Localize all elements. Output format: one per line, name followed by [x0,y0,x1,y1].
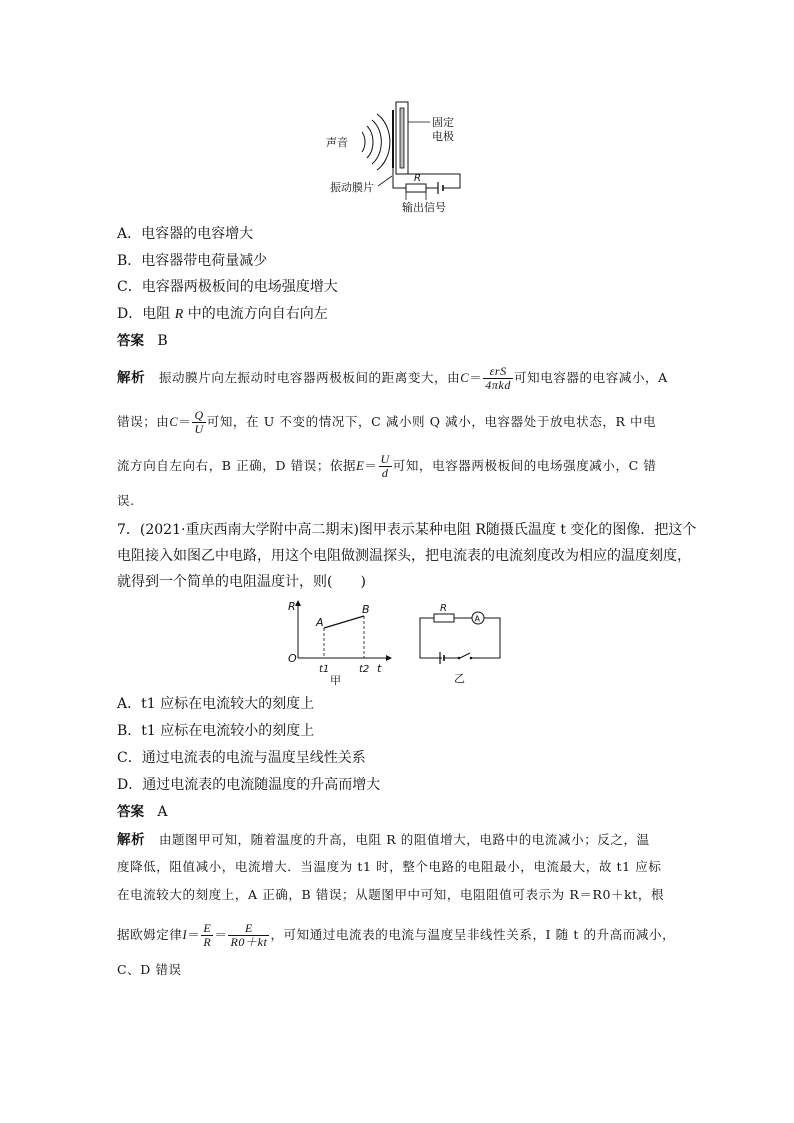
q6-answer [117,331,168,351]
frac-num: Q [194,408,204,422]
q6-answer-value: B [157,333,168,349]
q6-analysis-text-3a: 流方向自左向右，B 正确，D 错误；依据 [117,458,357,473]
output-signal-label: 输出信号 [402,201,446,214]
q6-eq-c-1: C [460,371,470,385]
q6-analysis-line-2 [117,409,656,436]
origin-label: O [288,652,297,665]
q6-capacitance-fraction [483,365,513,392]
q7-analysis-line-5: C、D 错误 [117,962,182,977]
circuit-caption: 乙 [454,672,465,685]
q6-eq-sign-3: ＝ [364,458,378,473]
q6-option-d [117,304,328,325]
sound-label: 声音 [326,136,348,149]
frac-den: 4πkd [485,378,512,392]
q7-answer-label: 答案 [117,804,144,820]
q7-stem-line-3: 就得到一个简单的电阻温度计，则( ) [117,574,366,590]
q6-analysis-label: 解析 [117,370,146,386]
q7-analysis-text-4a: 据欧姆定律 [117,927,183,942]
q6-eq-c-2: C [169,415,179,429]
frac-num: U [380,452,390,466]
q7-eq-sign-1: ＝ [187,927,201,942]
q6-analysis-line-3 [117,453,656,480]
graph-caption: 甲 [330,674,341,687]
q7-analysis-line-4 [117,922,675,949]
q7-option-d: D．通过电流表的电流随温度的升高而增大 [117,777,381,793]
q7-er-fraction [201,922,213,949]
q7-eq-i: I [182,928,188,942]
q6-option-d-var: R [174,307,184,322]
tick-t1-label: t1 [319,664,330,675]
q7-analysis-label: 解析 [117,832,146,848]
q7-analysis-text-4b: ，可知通过电流表的电流与温度呈非线性关系，I 随 t 的升高而减小， [270,927,676,942]
resistor-label: R [414,173,421,184]
q6-analysis-text-3b: 可知，电容器两极板间的电场强度减小，C 错 [392,458,657,473]
q7-analysis-line-3: 在电流较大的刻度上，A 正确，B 错误；从题图甲中可知，电阻阻值可表示为 R＝R0＋kt，根 [117,887,665,902]
frac-num: εrS [483,365,513,379]
q7-stem-line-2: 电阻接入如图乙中电路，用这个电阻做测温探头，把电流表的电流刻度改为相应的温度刻度， [117,548,691,564]
frac-num: E [203,921,212,935]
q6-analysis-text-1a: 振动膜片向左振动时电容器两极板间的距离变大，由 [158,370,461,385]
q6-analysis-line-4: 误. [117,493,135,508]
q7-option-a: A．t1 应标在电流较大的刻度上 [117,696,315,712]
q6-option-d-pre: D．电阻 [117,306,175,322]
axis-t-label: t [377,662,382,675]
point-b-label: B [362,603,370,616]
fixed-electrode-label-1: 固定 [432,116,454,129]
q7-eq-sign-2: ＝ [214,927,228,942]
q7-stem-line-1: 7．(2021·重庆西南大学附中高二期末)图甲表示某种电阻 R随摄氏温度 t 变化的图像．把这个 [117,522,697,538]
q6-ud-fraction [379,453,392,480]
tick-t2-label: t2 [359,664,370,675]
q6-analysis-text-2a: 错误；由 [117,414,170,429]
frac-den: U [194,422,204,436]
thermistor [434,614,454,622]
ammeter-label: A [474,614,480,624]
q6-eq-sign-1: ＝ [469,370,483,385]
q7-option-b: B．t1 应标在电流较小的刻度上 [117,723,315,739]
frac-den: R [203,935,212,949]
circuit-diagram [414,600,506,688]
q6-option-d-post: 中的电流方向自右向左 [183,306,328,322]
circuit-resistor-label: R [440,603,447,614]
q6-eq-sign-2: ＝ [178,414,192,429]
fixed-electrode-label-2: 电极 [432,130,454,143]
q7-analysis-text-1: 由题图甲可知，随着温度的升高，电阻 R 的阻值增大，电路中的电流减小；反之，温 [158,832,650,847]
q7-analysis-line-2: 度降低，阻值减小，电流增大．当温度为 t1 时，整个电路的电阻最小，电流最大，故 t1 应标 [117,859,662,874]
resistance-temperature-graph [284,598,394,688]
q6-option-b: B．电容器带电荷量减少 [117,253,268,269]
q7-answer [117,802,167,822]
q7-analysis-line-1 [117,830,650,850]
q6-eq-e: E [356,459,365,473]
resistor [406,184,426,192]
q6-option-a: A．电容器的电容增大 [117,226,254,242]
frac-den: d [381,466,389,480]
q6-analysis-text-1b: 可知电容器的电容减小，A [514,370,668,385]
q6-answer-label: 答案 [117,333,144,349]
q7-option-c: C．通过电流表的电流与温度呈线性关系 [117,750,366,766]
point-a-label: A [316,616,324,629]
q7-ohm-fraction [228,922,269,949]
q7-answer-value: A [157,804,168,820]
q6-option-c: C．电容器两极板间的电场强度增大 [117,279,338,295]
q6-analysis-text-2b: 可知，在 U 不变的情况下，C 减小则 Q 减小，电容器处于放电状态，R 中电 [206,414,657,429]
frac-num: E [228,922,269,936]
frac-den: R0＋kt [230,935,268,949]
r-t-line [324,616,364,628]
capacitor-microphone-figure [320,96,470,214]
q6-qu-fraction [192,409,205,436]
q6-analysis-line-1 [117,365,668,392]
diaphragm-label: 振动膜片 [330,181,374,194]
axis-r-label: R [288,600,296,613]
